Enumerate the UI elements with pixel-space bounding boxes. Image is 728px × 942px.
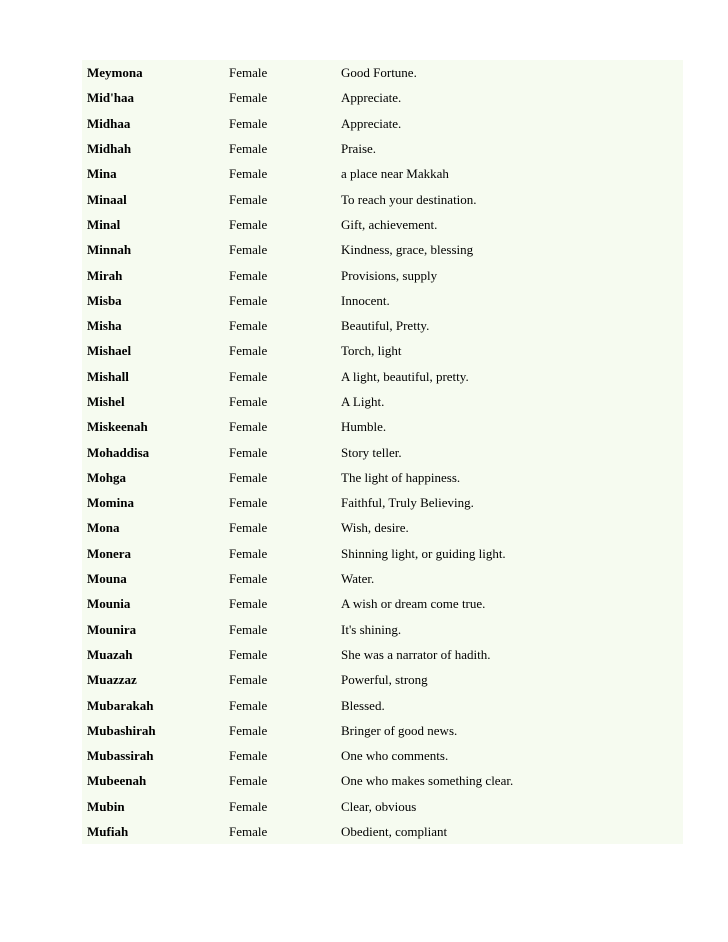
meaning-cell: Humble. (341, 419, 387, 435)
table-row (82, 541, 683, 566)
name-cell: Mubeenah (87, 773, 147, 789)
table-row (82, 161, 683, 186)
gender-cell: Female (229, 90, 268, 106)
name-cell: Mufiah (87, 824, 129, 840)
gender-cell: Female (229, 115, 268, 131)
meaning-cell: To reach your destination. (341, 191, 477, 207)
table-row (82, 136, 683, 161)
name-cell: Mishall (87, 368, 129, 384)
name-cell: Misha (87, 318, 122, 334)
gender-cell: Female (229, 773, 268, 789)
meaning-cell: The light of happiness. (341, 469, 461, 485)
gender-cell: Female (229, 545, 268, 561)
table-row (82, 111, 683, 136)
name-cell: Mouna (87, 571, 127, 587)
meaning-cell: Praise. (341, 141, 377, 157)
table-row (82, 768, 683, 793)
name-cell: Mishael (87, 343, 132, 359)
table-row (82, 667, 683, 692)
meaning-cell: Clear, obvious (341, 798, 417, 814)
name-cell: Mona (87, 520, 120, 536)
names-table (82, 60, 683, 844)
name-cell: Miskeenah (87, 419, 148, 435)
table-row (82, 692, 683, 717)
meaning-cell: Kindness, grace, blessing (341, 242, 474, 258)
name-cell: Misba (87, 292, 122, 308)
gender-cell: Female (229, 318, 268, 334)
gender-cell: Female (229, 444, 268, 460)
table-row (82, 591, 683, 616)
table-row (82, 794, 683, 819)
meaning-cell: One who comments. (341, 748, 449, 764)
name-cell: Mohga (87, 469, 126, 485)
table-row (82, 60, 683, 85)
name-cell: Mubassirah (87, 748, 154, 764)
name-cell: Muazzaz (87, 672, 137, 688)
table-row (82, 237, 683, 262)
meaning-cell: Blessed. (341, 697, 385, 713)
meaning-cell: Beautiful, Pretty. (341, 318, 430, 334)
name-cell: Momina (87, 495, 134, 511)
meaning-cell: She was a narrator of hadith. (341, 646, 491, 662)
gender-cell: Female (229, 394, 268, 409)
table-row (82, 414, 683, 439)
name-cell: Mina (87, 166, 117, 182)
names-table-body (82, 60, 683, 844)
gender-cell: Female (229, 697, 268, 713)
name-cell: Midhaa (87, 115, 131, 131)
meaning-cell: One who makes something clear. (341, 773, 514, 789)
table-row (82, 819, 683, 844)
gender-cell: Female (229, 419, 268, 435)
table-row (82, 364, 683, 389)
gender-cell: Female (229, 368, 268, 384)
table-row (82, 313, 683, 338)
meaning-cell: Faithful, Truly Believing. (341, 495, 474, 511)
table-row (82, 642, 683, 667)
table-row (82, 85, 683, 110)
name-cell: Mid'haa (87, 90, 134, 106)
gender-cell: Female (229, 520, 268, 536)
gender-cell: Female (229, 748, 268, 764)
name-cell: Mishel (87, 394, 125, 409)
table-row (82, 262, 683, 287)
name-cell: Minaal (87, 191, 127, 207)
gender-cell: Female (229, 65, 268, 81)
gender-cell: Female (229, 672, 268, 688)
meaning-cell: Powerful, strong (341, 672, 428, 688)
meaning-cell: Shinning light, or guiding light. (341, 545, 506, 561)
gender-cell: Female (229, 824, 268, 840)
meaning-cell: Bringer of good news. (341, 722, 458, 738)
name-cell: Mounira (87, 621, 137, 637)
table-row (82, 617, 683, 642)
gender-cell: Female (229, 191, 268, 207)
meaning-cell: Appreciate. (341, 115, 402, 131)
meaning-cell: A light, beautiful, pretty. (341, 368, 469, 384)
meaning-cell: It's shining. (341, 621, 402, 637)
table-row (82, 566, 683, 591)
table-row (82, 465, 683, 490)
name-cell: Meymona (87, 65, 143, 81)
meaning-cell: Provisions, supply (341, 267, 438, 283)
table-row (82, 389, 683, 414)
gender-cell: Female (229, 216, 268, 232)
gender-cell: Female (229, 621, 268, 637)
table-row (82, 186, 683, 211)
name-cell: Mohaddisa (87, 444, 150, 460)
table-row (82, 338, 683, 363)
table-row (82, 288, 683, 313)
meaning-cell: Wish, desire. (341, 520, 409, 536)
meaning-cell: A wish or dream come true. (341, 596, 486, 612)
meaning-cell: A Light. (341, 394, 385, 409)
table-row (82, 212, 683, 237)
gender-cell: Female (229, 267, 268, 283)
name-cell: Mirah (87, 267, 123, 283)
gender-cell: Female (229, 646, 268, 662)
name-cell: Mubarakah (87, 697, 154, 713)
meaning-cell: Good Fortune. (341, 65, 417, 81)
meaning-cell: Torch, light (341, 343, 402, 359)
gender-cell: Female (229, 343, 268, 359)
name-cell: Minal (87, 216, 121, 232)
table-row (82, 743, 683, 768)
gender-cell: Female (229, 596, 268, 612)
gender-cell: Female (229, 722, 268, 738)
meaning-cell: Water. (341, 571, 375, 587)
meaning-cell: Innocent. (341, 292, 390, 308)
meaning-cell: Story teller. (341, 444, 402, 460)
meaning-cell: Obedient, compliant (341, 824, 448, 840)
name-cell: Mubin (87, 798, 125, 814)
gender-cell: Female (229, 798, 268, 814)
name-cell: Muazah (87, 646, 133, 662)
meaning-cell: a place near Makkah (341, 166, 449, 182)
gender-cell: Female (229, 495, 268, 511)
name-cell: Minnah (87, 242, 132, 258)
table-row (82, 490, 683, 515)
gender-cell: Female (229, 242, 268, 258)
name-cell: Mounia (87, 596, 131, 612)
gender-cell: Female (229, 292, 268, 308)
table-row (82, 439, 683, 464)
name-cell: Mubashirah (87, 722, 156, 738)
table-row (82, 515, 683, 540)
gender-cell: Female (229, 571, 268, 587)
table-row (82, 718, 683, 743)
gender-cell: Female (229, 166, 268, 182)
meaning-cell: Gift, achievement. (341, 216, 438, 232)
gender-cell: Female (229, 469, 268, 485)
meaning-cell: Appreciate. (341, 90, 402, 106)
name-cell: Monera (87, 545, 132, 561)
name-cell: Midhah (87, 141, 132, 157)
gender-cell: Female (229, 141, 268, 157)
